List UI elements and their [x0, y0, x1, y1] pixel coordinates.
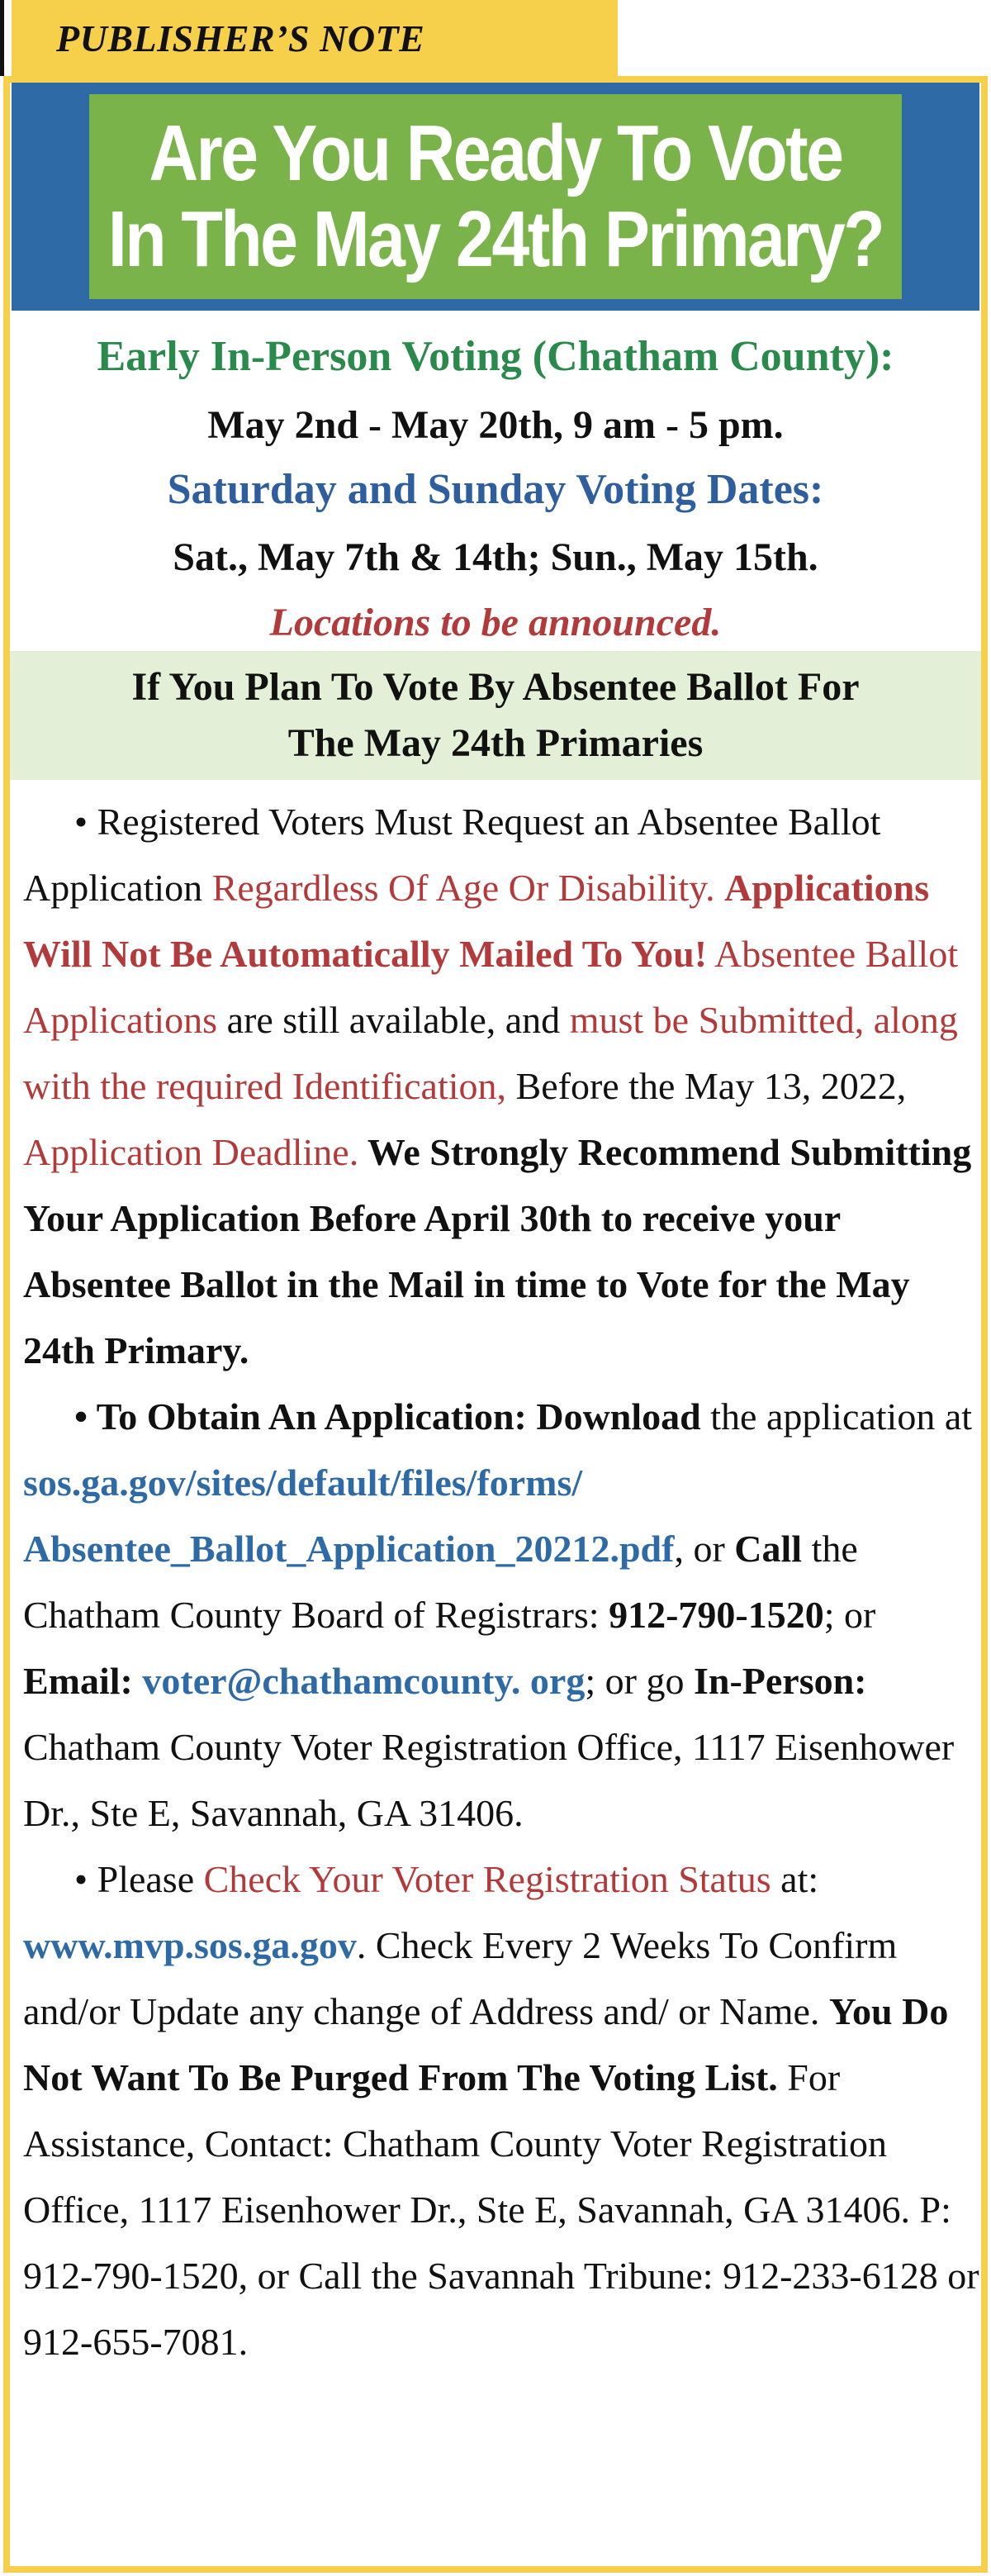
text: ; or go [585, 1660, 694, 1702]
application-link[interactable]: sos.ga.gov/sites/default/files/forms/ Absentee_Ballot_Application_20212.pdf [23, 1461, 675, 1570]
text-red: Absentee Ballot Applications [23, 933, 959, 1041]
text-bold: In-Person: [693, 1660, 867, 1702]
weekend-voting-dates: Sat., May 7th & 14th; Sun., May 15th. [173, 535, 818, 579]
left-rule [0, 0, 4, 76]
headline-line-2: In The May 24th Primary? [107, 195, 884, 283]
text: For Assistance, Contact: Chatham County Voter Registration Office, 1117 Eisenhower Dr., Ste E, Savannah, GA 31406. P: 912-790-1520, or Call the Savannah Tribune: 912-233-6128 or 912-655-7081. [23, 2056, 979, 2363]
text: Chatham County Voter Registration Office, 1117 Eisenhower Dr., Ste E, Savannah, GA 31406. [23, 1726, 955, 1834]
text: the application at [700, 1395, 973, 1438]
text-red: must be Submitted, along with the required Identification, [23, 999, 958, 1107]
text: . Check Every 2 Weeks To Confirm and/or Update any change of Address and/ or Name. [23, 1924, 898, 2032]
text: at: [771, 1858, 819, 1900]
text-red: Application Deadline. [23, 1131, 359, 1173]
text-bold: You Do Not Want To Be Purged From The Voting List. [23, 1990, 949, 2098]
text: • Please [74, 1858, 204, 1900]
headline-banner [12, 83, 979, 311]
registrar-phone: 912-790-1520 [609, 1594, 824, 1636]
text: , or [674, 1528, 735, 1570]
text: ; or [823, 1594, 876, 1636]
text: • Registered Voters Must Request an Absentee Ballot Application [23, 801, 881, 909]
text-bold: • To Obtain An Application: Download [74, 1395, 701, 1438]
email-link[interactable]: voter@chathamcounty. org [142, 1660, 586, 1702]
paragraph-absentee-request [23, 789, 981, 1384]
absentee-heading-line-2: The May 24th Primaries [287, 721, 704, 765]
text: Before the May 13, 2022, [506, 1065, 907, 1107]
absentee-heading-line-1: If You Plan To Vote By Absentee Ballot For [131, 665, 860, 709]
text-red: Regardless Of Age Or Disability. [211, 867, 725, 909]
text-bold: We Strongly Recommend Submitting Your Application Before April 30th to receive your Absentee Ballot in the Mail in time to Vote for the May 24th Primary. [23, 1131, 972, 1371]
headline-line-1: Are You Ready To Vote [149, 109, 842, 197]
locations-note: Locations to be announced. [269, 601, 722, 644]
paragraph-check-status [23, 1846, 981, 2375]
tag-label: PUBLISHER’S NOTE [56, 17, 425, 59]
text-bold: Call [734, 1528, 803, 1570]
mvp-link[interactable]: www.mvp.sos.ga.gov [23, 1924, 357, 1966]
text: are still available, and [217, 999, 570, 1041]
article-body [23, 789, 981, 2375]
weekend-voting-title: Saturday and Sunday Voting Dates: [167, 466, 824, 513]
text-bold: Email: [23, 1660, 133, 1702]
early-voting-dates: May 2nd - May 20th, 9 am - 5 pm. [207, 403, 784, 447]
text-red: Check Your Voter Registration Status [203, 1858, 771, 1900]
text-red-bold: Applications Will Not Be Automatically Mailed To You! [23, 867, 930, 975]
publishers-note-tab [12, 0, 618, 76]
early-voting-title: Early In-Person Voting (Chatham County): [97, 333, 894, 380]
absentee-heading-box [10, 651, 981, 780]
text: the Chatham County Board of Registrars: [23, 1528, 858, 1636]
paragraph-obtain-application [23, 1384, 981, 1846]
headline [89, 94, 902, 299]
